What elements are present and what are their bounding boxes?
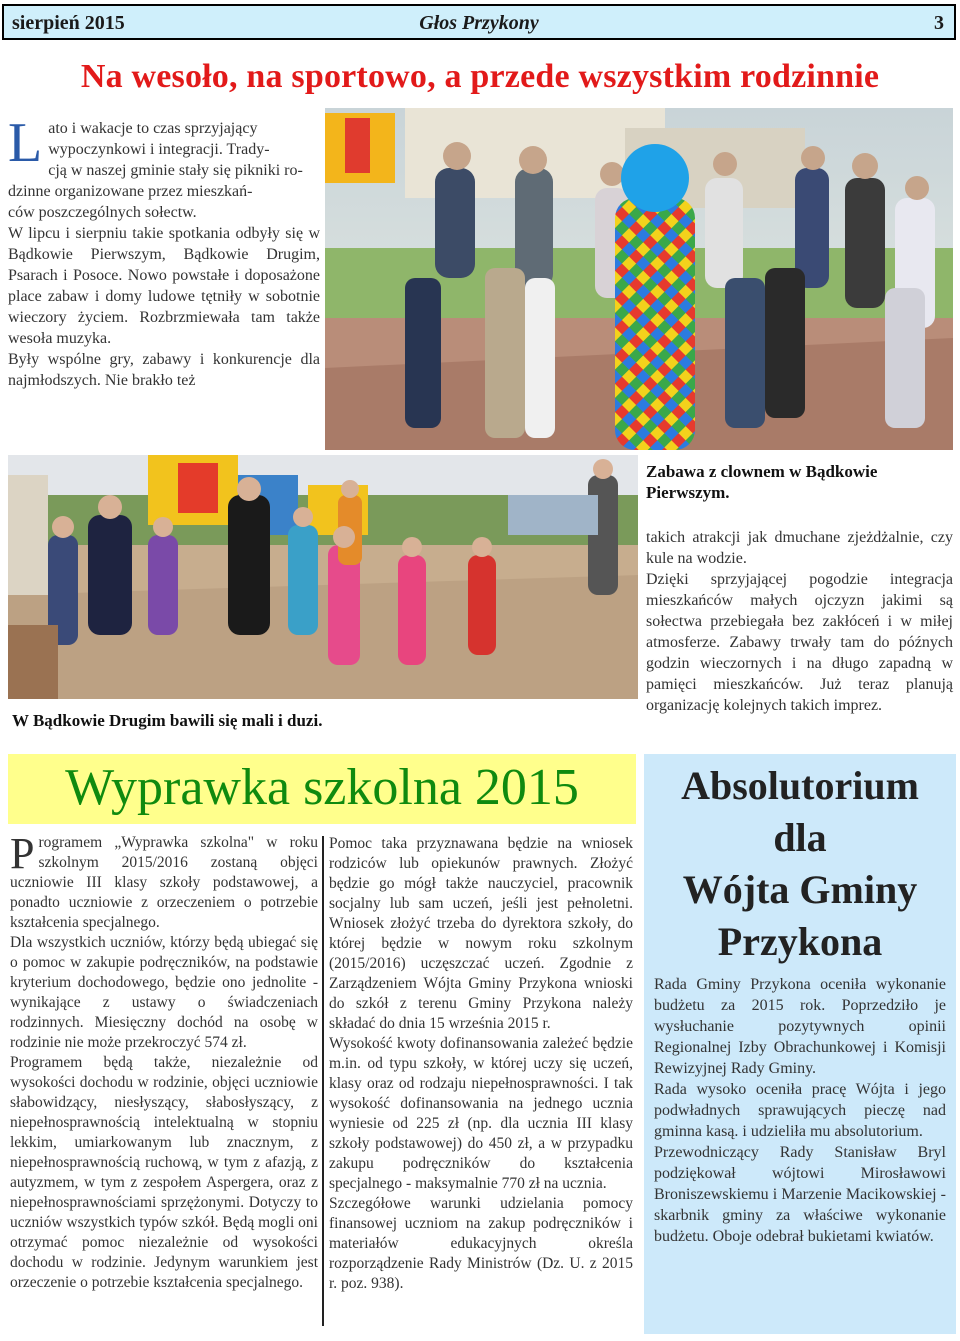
- paragraph: Rada Gminy Przykona oceniła wykonanie budżetu za 2015 rok. Poprzedziło je wysłuchanie pozytywnych opinii Regionalnej Izby Obrachunkowej i Komisji Rewizyjnej Rady Gminy.: [654, 976, 946, 1077]
- intro-line: wypoczynkowi i integracji. Trady-: [48, 141, 270, 158]
- wyprawka-column-2: [329, 834, 633, 1294]
- intro-line: cją w naszej gminie stały się pikniki ro-: [48, 162, 303, 179]
- title-line: Przykona: [717, 919, 883, 964]
- newspaper-title: Głos Przykony: [419, 12, 539, 34]
- absolutorium-title: [644, 760, 956, 968]
- paragraph: Dzięki sprzyjającej pogodzie integracja mieszkańców małych ojczyzn jakimi są sołectwa przebiegała bez zakłóceń i w miłej atmosferze. Zabawy trwały tam do późnych godzin wieczornych i na długo zapadną w pamięci mieszkańców. Już teraz planują organizację kolejnych takich imprez.: [646, 571, 953, 714]
- page-header: [2, 4, 956, 40]
- wyprawka-title: Wyprawka szkolna 2015: [65, 759, 579, 816]
- title-line: dla: [773, 815, 827, 860]
- paragraph: W lipcu i sierpniu takie spotkania odbyły się w Bądkowie Pierwszym, Bądkowie Drugim, Psarach i Posoce. Nowo powstałe i doposażone place zabaw i domy ludowe tętniły w sobotnie wieczory życiem. Rozbrzmiewała tam także wesoła muzyka.: [8, 225, 320, 347]
- article1-continued: [646, 527, 953, 716]
- photo-caption: Zabawa z clownem w Bądkowie Pierwszym.: [646, 462, 878, 502]
- wyprawka-column-1: [10, 829, 318, 1293]
- absolutorium-text: [654, 974, 946, 1247]
- paragraph: Pomoc taka przyznawana będzie na wniosek rodziców lub opiekunów prawnych. Złożyć będzie go mógł także nauczyciel, pracownik socjalny lub sam uczeń, jeśli jest pełnoletni. Wniosek złożyć trzeba do dyrektora szkoły, do której będzie w nowym roku szkolnym (2015/2016) uczęszczać uczeń. Zgodnie z Zarządzeniem Wójta Gminy Przykona wnioski do szkół z terenu Gminy Przykona należy składać do dnia 15 września 2015 r.: [329, 835, 633, 1032]
- paragraph: Rada wysoko oceniła pracę Wójta i jego podwładnych sprawujących pieczę nad gminna kasą. i udzieliła mu absolutorium.: [654, 1081, 946, 1140]
- title-line: Wójta Gminy: [682, 867, 918, 912]
- column-divider: [322, 836, 324, 1326]
- intro-line: ców poszczególnych sołectw.: [8, 204, 197, 221]
- dropcap-letter: L: [8, 112, 43, 174]
- intro-line: ato i wakacje to czas sprzyjający: [48, 120, 258, 137]
- photo-caption: W Bądkowie Drugim bawili się mali i duzi.: [12, 711, 323, 730]
- article1-intro: [8, 112, 320, 391]
- page-number: 3: [934, 12, 944, 34]
- issue-date: sierpień 2015: [12, 12, 125, 34]
- title-line: Absolutorium: [681, 763, 919, 808]
- intro-line: dzinne organizowane przez mieszkań-: [8, 183, 253, 200]
- paragraph: Były wspólne gry, zabawy i konkurencje dla najmłodszych. Nie brakło też: [8, 351, 320, 389]
- paragraph: Dla wszystkich uczniów, którzy będą ubiegać się o pomoc w zakupie podręczników, na podstawie kryterium dochodowego, będzie ono jednolite - wynikające z ustawy o świadczeniach rodzinnych. Miesięczny dochód na osobę w rodzinie nie może przekroczyć 574 zł.: [10, 934, 318, 1051]
- article-headline: Na wesoło, na sportowo, a przede wszystkim rodzinnie: [80, 58, 880, 95]
- paragraph: Wysokość kwoty dofinansowania zależeć będzie m.in. od typu szkoły, w której uczy się uczeń, klasy oraz od rodzaju niepełnosprawności. I tak wysokość dofinansowania na jednego ucznia wyniesie od 225 zł (np. dla ucznia III klasy szkoły podstawowej) do 450 zł, a w przypadku zakupu podręczników do kształcenia specjalnego - maksymalnie 770 zł na ucznia.: [329, 1035, 633, 1192]
- paragraph: Przewodniczący Rady Stanisław Bryl podziękował wójtowi Mirosławowi Broniszewskiemu i Marzenie Macikowskiej - skarbnik gminy za właściwe wykonanie budżetu. Oboje odebrał bukietami kwiatów.: [654, 1144, 946, 1245]
- clown-dance-photo: [325, 108, 953, 450]
- paragraph: Programem będą także, niezależnie od wysokości dochodu w rodzinie, objęci uczniowie słabowidzący, niesłyszący, słabosłyszący, z niepełnosprawnością intelektualną w stopniu lekkim, umiarkowanym lub znacznym, z niepełnosprawnością ruchową, w tym z afazją, z autyzmem, w tym z zespołem Aspergera, oraz z niepełnosprawnościami sprzężonymi. Dotyczy to uczniów wszystkich typów szkół. Będą mogli oni otrzymać pomoc niezależnie od wysokości dochodu w rodzinie. Jedynym warunkiem jest orzeczenie o potrzebie kształcenia specjalnego.: [10, 1054, 318, 1291]
- paragraph: rogramem „Wyprawka szkolna" w roku szkolnym 2015/2016 zostaną objęci uczniowie III klasy szkoły podstawowej, a ponadto uczniowie z orzeczeniem o potrzebie kształcenia specjalnego.: [10, 834, 318, 931]
- children-playing-photo: [8, 455, 638, 699]
- dropcap-letter: P: [10, 829, 35, 878]
- paragraph: Szczegółowe warunki udzielania pomocy finansowej uczniom na zakup podręczników i materiałów edukacyjnych określa rozporządzenie Rady Ministrów (Dz. U. z 2015 r. poz. 938).: [329, 1195, 633, 1292]
- paragraph: takich atrakcji jak dmuchane zjeżdżalnie, czy kule na wodzie.: [646, 529, 953, 567]
